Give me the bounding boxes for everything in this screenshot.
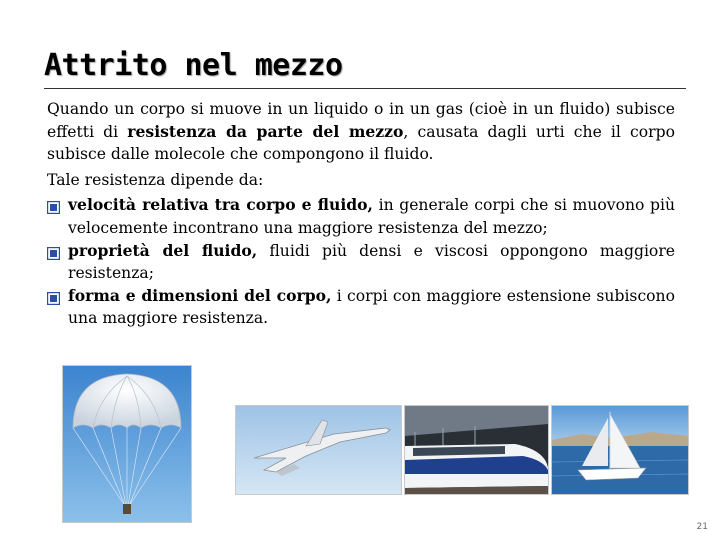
intro-text-part1: Quando un corpo si muove in un liquido o in un gas (cioè in un fluido) subisce effetti di [47,100,675,141]
bullet-lead: forma e dimensioni del corpo, [68,285,332,305]
title-divider [44,88,686,89]
bullet-text: in generale corpi che si muovono più velocemente incontrano una maggiore resistenza del mezzo; [68,196,676,237]
checkbox-bullet-icon [47,198,60,211]
bullet-lead: velocità relativa tra corpo e fluido, [68,195,373,215]
slide-body [47,98,675,330]
intro-text-part2: , causata dagli urti che il corpo subisce dalle molecole che compongono il fluido. [47,122,675,164]
slide-title: Attrito nel mezzo [44,48,343,83]
checkbox-bullet-icon [47,289,60,302]
bullet-text: fluidi più densi e viscosi oppongono maggiore resistenza; [68,241,676,283]
train-photo [404,405,549,495]
list-item [47,194,675,239]
factor-list [47,194,675,330]
checkbox-bullet-icon [47,244,60,257]
intro-text-bold: resistenza da parte del mezzo [127,121,404,141]
concorde-photo [235,405,402,495]
dependency-intro: Tale resistenza dipende da: [47,170,264,189]
intro-paragraph [47,98,675,166]
sailboat-photo [551,405,689,495]
parachute-photo [62,365,192,523]
list-item [47,240,675,285]
bullet-text: i corpi con maggiore estensione subiscono una maggiore resistenza. [68,286,675,328]
list-item [47,285,675,330]
bullet-lead: proprietà del fluido, [68,240,258,260]
page-number: 21 [696,522,708,532]
